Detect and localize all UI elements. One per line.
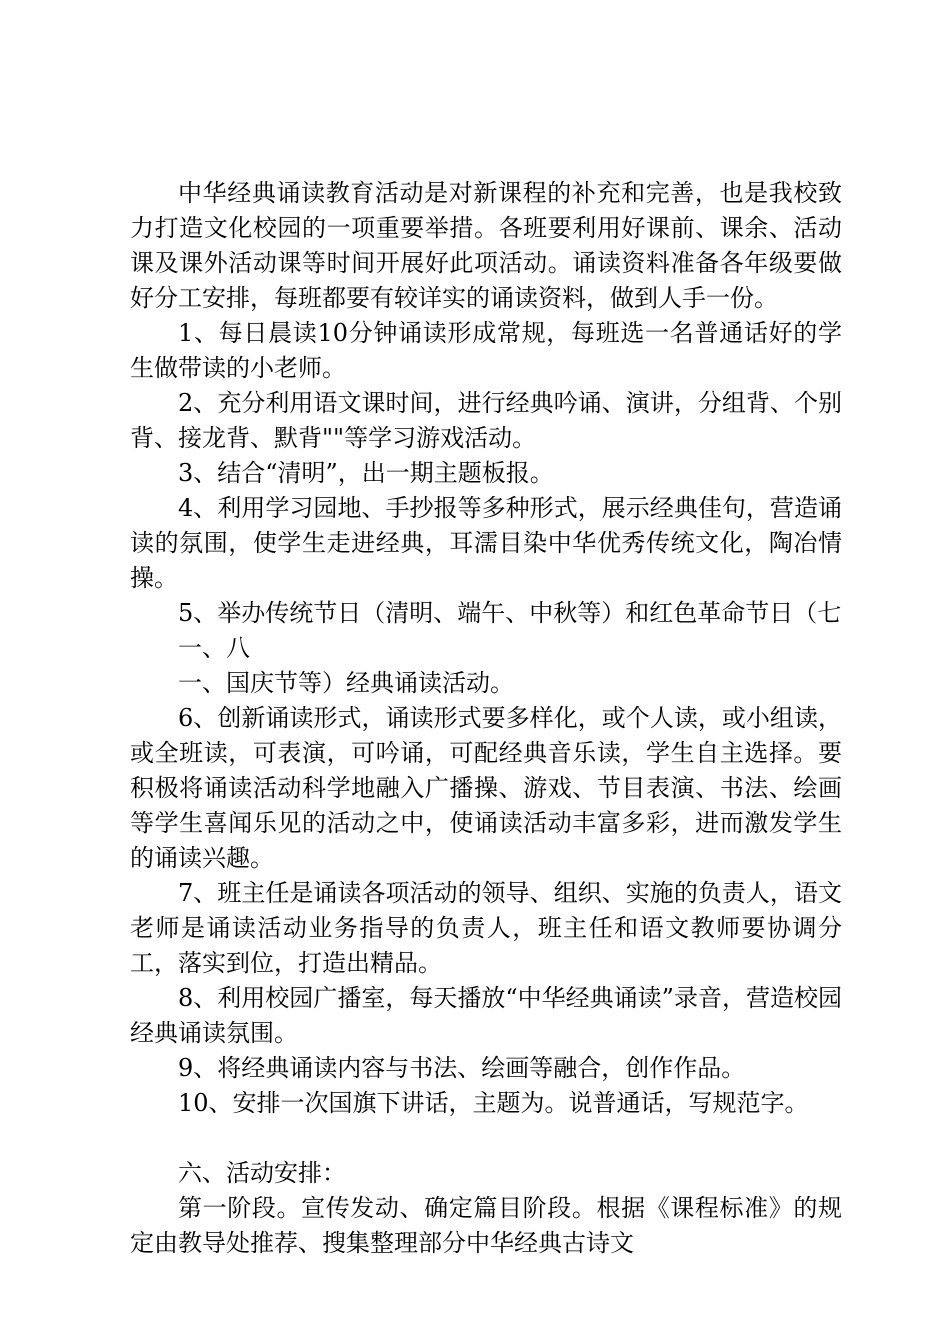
- paragraph-item-4: 4、利用学习园地、手抄报等多种形式，展示经典佳句，营造诵读的氛围，使学生走进经典，耳濡目染中华优秀传统文化，陶冶情操。: [130, 494, 842, 592]
- document-body: [130, 176, 842, 1261]
- section-gap: [130, 1121, 842, 1156]
- paragraph-item-8: 8、利用校园广播室，每天播放“中华经典诵读”录音，营造校园经典诵读氛围。: [130, 984, 842, 1047]
- section-heading-activity-schedule: 六、活动安排：: [178, 1159, 346, 1187]
- paragraph-item-5-cont-a: 一、八: [178, 634, 250, 662]
- paragraph-item-2: 2、充分利用语文课时间，进行经典吟诵、演讲，分组背、个别背、接龙背、默背""等学习游戏活动。: [130, 389, 842, 452]
- paragraph-item-6: 6、创新诵读形式，诵读形式要多样化，或个人读，或小组读，或全班读，可表演，可吟诵，可配经典音乐读，学生自主选择。要积极将诵读活动科学地融入广播操、游戏、节目表演、书法、绘画等学生喜闻乐见的活动之中，使诵读活动丰富多彩，进而激发学生的诵读兴趣。: [130, 704, 842, 872]
- paragraph-item-1: 1、每日晨读10分钟诵读形成常规，每班选一名普通话好的学生做带读的小老师。: [130, 319, 842, 382]
- paragraph-item-5-cont-b: 一、国庆节等）经典诵读活动。: [178, 669, 514, 697]
- paragraph-item-9: 9、将经典诵读内容与书法、绘画等融合，创作作品。: [178, 1054, 746, 1082]
- paragraph-item-3: 3、结合“清明”，出一期主题板报。: [178, 459, 554, 487]
- paragraph-item-5: 5、举办传统节日（清明、端午、中秋等）和红色革命节日（七: [178, 599, 842, 627]
- paragraph-stage-1: 第一阶段。宣传发动、确定篇目阶段。根据《课程标准》的规定由教导处推荐、搜集整理部分中华经典古诗文: [130, 1194, 842, 1257]
- paragraph-intro: 中华经典诵读教育活动是对新课程的补充和完善，也是我校致力打造文化校园的一项重要举措。各班要利用好课前、课余、活动课及课外活动课等时间开展好此项活动。诵读资料准备各年级要做好分工安排，每班都要有较详实的诵读资料，做到人手一份。: [130, 179, 842, 312]
- paragraph-item-10: 10、安排一次国旗下讲话，主题为。说普通话，写规范字。: [178, 1089, 809, 1117]
- paragraph-item-7: 7、班主任是诵读各项活动的领导、组织、实施的负责人，语文老师是诵读活动业务指导的负责人，班主任和语文教师要协调分工，落实到位，打造出精品。: [130, 879, 842, 977]
